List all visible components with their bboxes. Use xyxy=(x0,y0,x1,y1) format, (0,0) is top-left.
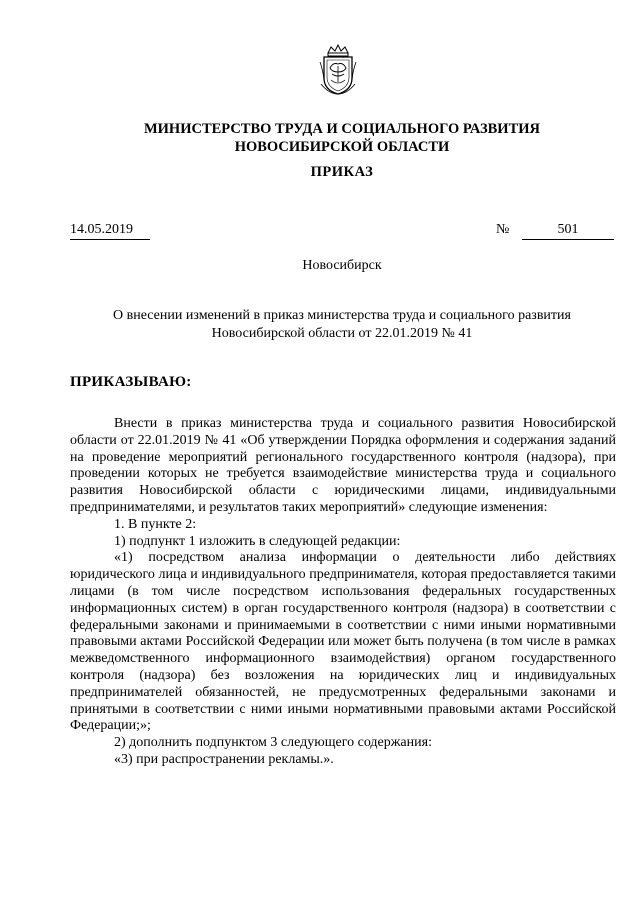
quoted-subitem-1: «1) посредством анализа информации о деятельности либо действиях юридического лица и индивидуального предпринимателя, которая предоставляется такими лицами (в том числе посредством использования федеральных государственных информационных систем) в орган государственного контроля (надзора) в соответствии с федеральными законами и принимаемыми в соответствии с ними иными нормативными правовыми актами Российской Федерации или может быть получена (в том числе в рамках межведомственного информационного взаимодействия) органом государственного контроля (надзора) без возложения на юридических лиц и индивидуальных предпринимателей обязанностей, не предусмотренных федеральными законами и принятыми в соответствии с ними иными нормативными правовыми актами Российской Федерации;»; xyxy=(70,550,616,734)
document-body xyxy=(70,416,616,769)
subitem-1: 1) подпункт 1 изложить в следующей редакции: xyxy=(114,533,401,549)
quoted-subitem-3: «3) при распространении рекламы.». xyxy=(114,751,334,767)
coat-of-arms-emblem xyxy=(318,44,358,96)
city-name: Новосибирск xyxy=(302,258,382,273)
document-date: 14.05.2019 xyxy=(70,222,150,240)
subject-line2: Новосибирской области от 22.01.2019 № 41 xyxy=(211,326,473,341)
intro-paragraph: Внести в приказ министерства труда и социального развития Новосибирской области от 22.01.2019 № 41 «Об утверждении Порядка оформления и содержания заданий на проведение мероприятий регионального государственного контроля (надзора), при проведении которых не требуется взаимодействие министерства труда и социального развития Новосибирской области с юридическими лицами, индивидуальными предпринимателями, и результатов таких мероприятий» следующие изменения: xyxy=(70,416,616,515)
document-number: 501 xyxy=(522,222,614,240)
subitem-2: 2) дополнить подпунктом 3 следующего содержания: xyxy=(114,735,432,751)
item-1: 1. В пункте 2: xyxy=(114,516,197,532)
ministry-title-line2: НОВОСИБИРСКОЙ ОБЛАСТИ xyxy=(234,139,450,155)
decree-heading: ПРИКАЗЫВАЮ: xyxy=(70,374,192,390)
subject-line1: О внесении изменений в приказ министерства труда и социального развития xyxy=(113,308,571,323)
document-type: ПРИКАЗ xyxy=(310,164,374,180)
ministry-title-line1: МИНИСТЕРСТВО ТРУДА И СОЦИАЛЬНОГО РАЗВИТИЯ xyxy=(143,121,541,137)
number-sign: № xyxy=(496,222,510,237)
